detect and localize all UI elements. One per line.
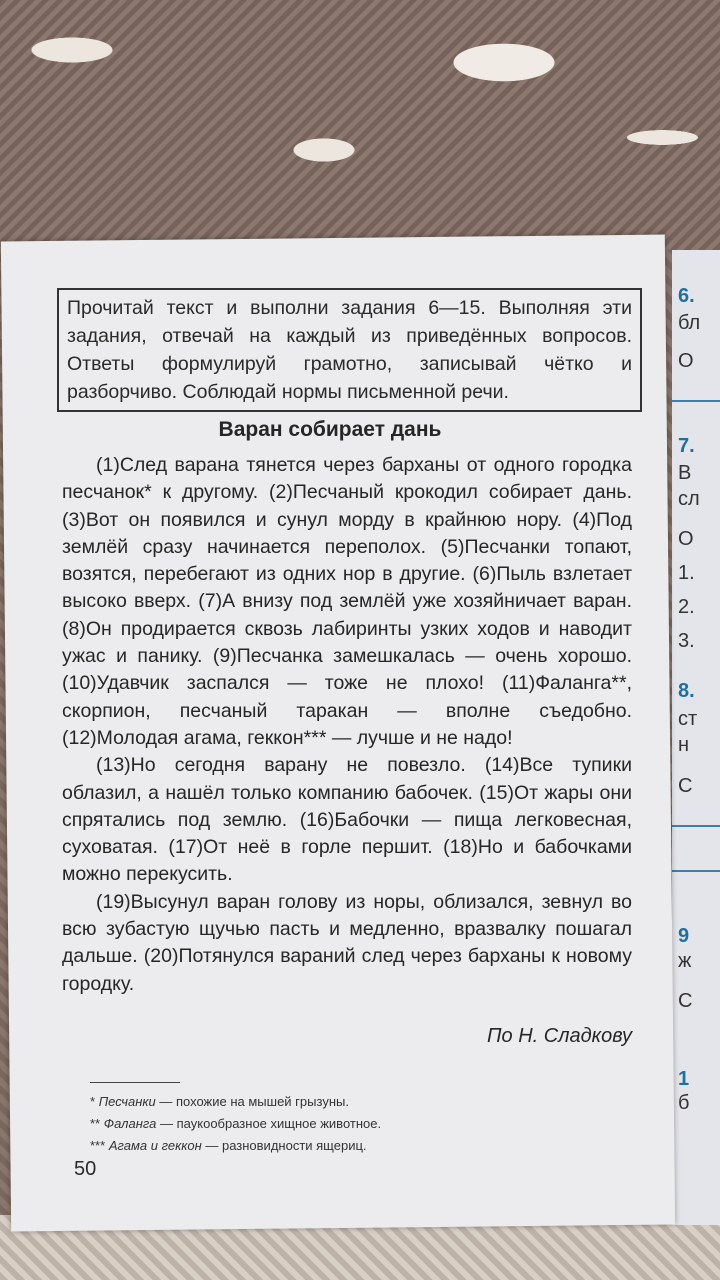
right-fragment: сл bbox=[678, 488, 700, 510]
right-fragment: бл bbox=[678, 312, 701, 334]
footnote-term: Фаланга bbox=[103, 1116, 157, 1131]
page-number: 50 bbox=[74, 1158, 97, 1180]
right-fragment: 7. bbox=[678, 435, 695, 457]
right-fragment: 6. bbox=[678, 285, 695, 307]
right-fragment: б bbox=[678, 1092, 690, 1114]
footnote: ** Фаланга — паукообразное хищное животное. bbox=[90, 1116, 382, 1131]
instruction-box: Прочитай текст и выполни задания 6—15. Выполняя эти задания, отвечай на каждый из приведённых вопросов. Ответы формулируй грамотно, записывай чётко и разборчиво. Соблюдай нормы письменной речи. bbox=[57, 288, 642, 412]
right-fragment: ж bbox=[678, 950, 692, 972]
rug-background bbox=[0, 0, 720, 250]
right-fragment: О bbox=[678, 528, 694, 550]
footnote-text: — паукообразное хищное животное. bbox=[160, 1116, 382, 1131]
footnote-divider bbox=[90, 1082, 180, 1083]
right-fragment: С bbox=[678, 775, 693, 797]
right-fragment: 8. bbox=[678, 680, 695, 702]
right-fragment: ст bbox=[678, 708, 698, 730]
story-title-text: Варан собирает дань bbox=[218, 418, 442, 441]
paragraph: (13)Но сегодня варану не повезло. (14)Все тупики облазил, а нашёл только компанию бабочек. (15)От жары они спрятались под землю. (16)Бабочки — пища легковесная, суховатая. (17)От неё в горле першит. (18)Но и бабочками можно перекусить. bbox=[62, 754, 632, 886]
right-fragment: С bbox=[678, 990, 693, 1012]
footnote-text: — похожие на мышей грызуны. bbox=[159, 1094, 349, 1109]
author-credit: По Н. Сладкову bbox=[487, 1025, 632, 1047]
story-title bbox=[0, 418, 720, 442]
right-fragment: В bbox=[678, 462, 692, 484]
footnote-term: Агама и геккон bbox=[108, 1138, 202, 1153]
right-fragment: 2. bbox=[678, 596, 695, 618]
right-fragment: 9 bbox=[678, 925, 690, 947]
right-page-edge bbox=[672, 250, 720, 1225]
footnote: * Песчанки — похожие на мышей грызуны. bbox=[90, 1094, 349, 1109]
footnote-text: — разновидности ящериц. bbox=[205, 1138, 367, 1153]
story-text bbox=[62, 452, 632, 998]
paragraph: (19)Высунул варан голову из норы, облизался, зевнул во всю зубастую щучью пасть и медленно, вразвалку пошагал дальше. (20)Потянулся вараний след через барханы к новому городку. bbox=[62, 890, 632, 995]
right-fragment: н bbox=[678, 734, 690, 756]
paragraph: (1)След варана тянется через барханы от одного городка песчанок* к другому. (2)Песчаный крокодил собирает дань. (3)Вот он появился и сунул морду в крайнюю нору. (4)Под землёй сразу начинается переполох. (5)Песчанки топают, возятся, перебегают из одних нор в другие. (6)Пыль взлетает высоко вверх. (7)А внизу под землёй уже хозяйничает варан. (8)Он продирается сквозь лабиринты узких ходов и наводит ужас и панику. (9)Песчанка замешкалась — очень хорошо. (10)Удавчик заспался — тоже не плохо! (11)Фаланга**, скорпион, песчаный таракан — вполне съедобно. (12)Молодая агама, геккон*** — лучше и не надо! bbox=[62, 454, 632, 749]
footnote-term: Песчанки bbox=[98, 1094, 156, 1109]
footnote: *** Агама и геккон — разновидности ящериц. bbox=[90, 1138, 367, 1153]
right-fragment: 3. bbox=[678, 630, 695, 652]
right-fragment: 1 bbox=[678, 1068, 690, 1090]
right-fragment: О bbox=[678, 350, 694, 372]
right-fragment: 1. bbox=[678, 562, 695, 584]
